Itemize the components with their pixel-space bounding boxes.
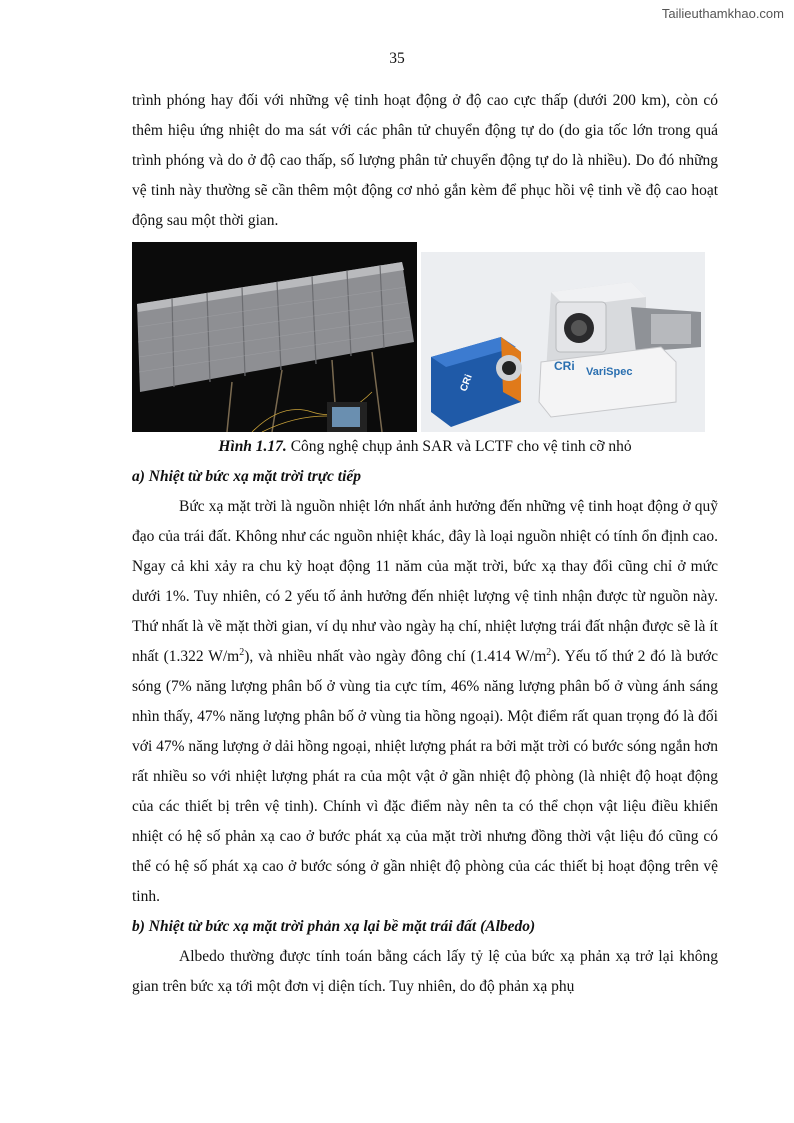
cri-logo-right: CRi bbox=[554, 359, 575, 373]
figure-1-17 bbox=[132, 242, 718, 432]
cri-logo-left: CRi bbox=[458, 373, 475, 394]
figure-caption bbox=[132, 432, 718, 462]
section-a-paragraph: Bức xạ mặt trời là nguồn nhiệt lớn nhất ảnh hưởng đến những vệ tinh hoạt động ở quỹ đạo của trái đất. Không như các nguồn nhiệt khác, đây là loại nguồn nhiệt có tính ổn định cao. Ngay cả khi xảy ra chu kỳ hoạt động 11 năm của mặt trời, bức xạ thay đổi cũng chỉ ở mức dưới 1%. Tuy nhiên, có 2 yếu tố ảnh hưởng đến nhiệt lượng vệ tinh nhận được từ nguồn này. Thứ nhất là về mặt thời gian, ví dụ như vào ngày hạ chí, nhiệt lượng trái đất nhận được sẽ là ít nhất (1.322 $W/m^2$), và nhiều nhất vào ngày đông chí (1.414 $W/m^2$). Yếu tố thứ 2 đó là bước sóng (7% năng lượng phân bố ở vùng tia cực tím, 46% năng lượng phân bố ở vùng ánh sáng nhìn thấy, 47% năng lượng phân bố ở vùng tia hồng ngoại). Một điểm rất quan trọng đó là đối với 47% năng lượng ở dải hồng ngoại, nhiệt lượng phát ra bởi mặt trời có bước sóng ngắn hơn rất nhiều so với nhiệt lượng phát ra của một vật ở gần nhiệt độ phòng (là nhiệt độ hoạt động của các thiết bị trên vệ tinh). Chính vì đặc điểm này nên ta có thể chọn vật liệu điều khiển nhiệt có hệ số phản xạ cao ở bước phát xạ của mặt trời nhưng đồng thời vật liệu đó cũng có thể có hệ số phát xạ cao ở bước sóng ở gần nhiệt độ phòng của các thiết bị hoạt động trên vệ tinh. bbox=[132, 498, 719, 905]
section-a-heading: a) Nhiệt từ bức xạ mặt trời trực tiếp bbox=[132, 468, 362, 485]
page-number: 35 bbox=[389, 50, 405, 67]
varispec-label: VariSpec bbox=[586, 366, 633, 378]
sar-antenna-image bbox=[132, 242, 417, 432]
lctf-camera-image bbox=[421, 252, 705, 432]
page-content bbox=[132, 86, 718, 1002]
figure-caption-label: Hình 1.17. bbox=[218, 438, 287, 455]
watermark: Tailieuthamkhao.com bbox=[661, 6, 784, 21]
intro-paragraph: trình phóng hay đối với những vệ tinh hoạt động ở độ cao cực thấp (dưới 200 km), còn có thêm hiệu ứng nhiệt do ma sát với các phân tử chuyển động tự do (do gia tốc lớn trong quá trình phóng và do ở độ cao thấp, số lượng phân tử chuyển động tự do là nhiều). Do đó những vệ tinh này thường sẽ cần thêm một động cơ nhỏ gắn kèm để phục hồi vệ tinh về độ cao hoạt động sau một thời gian. bbox=[132, 92, 718, 229]
figure-caption-text: Công nghệ chụp ảnh SAR và LCTF cho vệ tinh cỡ nhỏ bbox=[286, 438, 632, 455]
section-b-heading: b) Nhiệt từ bức xạ mặt trời phản xạ lại bề mặt trái đất (Albedo) bbox=[132, 918, 536, 935]
section-b-paragraph: Albedo thường được tính toán bằng cách lấy tỷ lệ của bức xạ phản xạ trở lại không gian trên bức xạ tới một đơn vị diện tích. Tuy nhiên, do độ phản xạ phụ bbox=[132, 948, 718, 995]
